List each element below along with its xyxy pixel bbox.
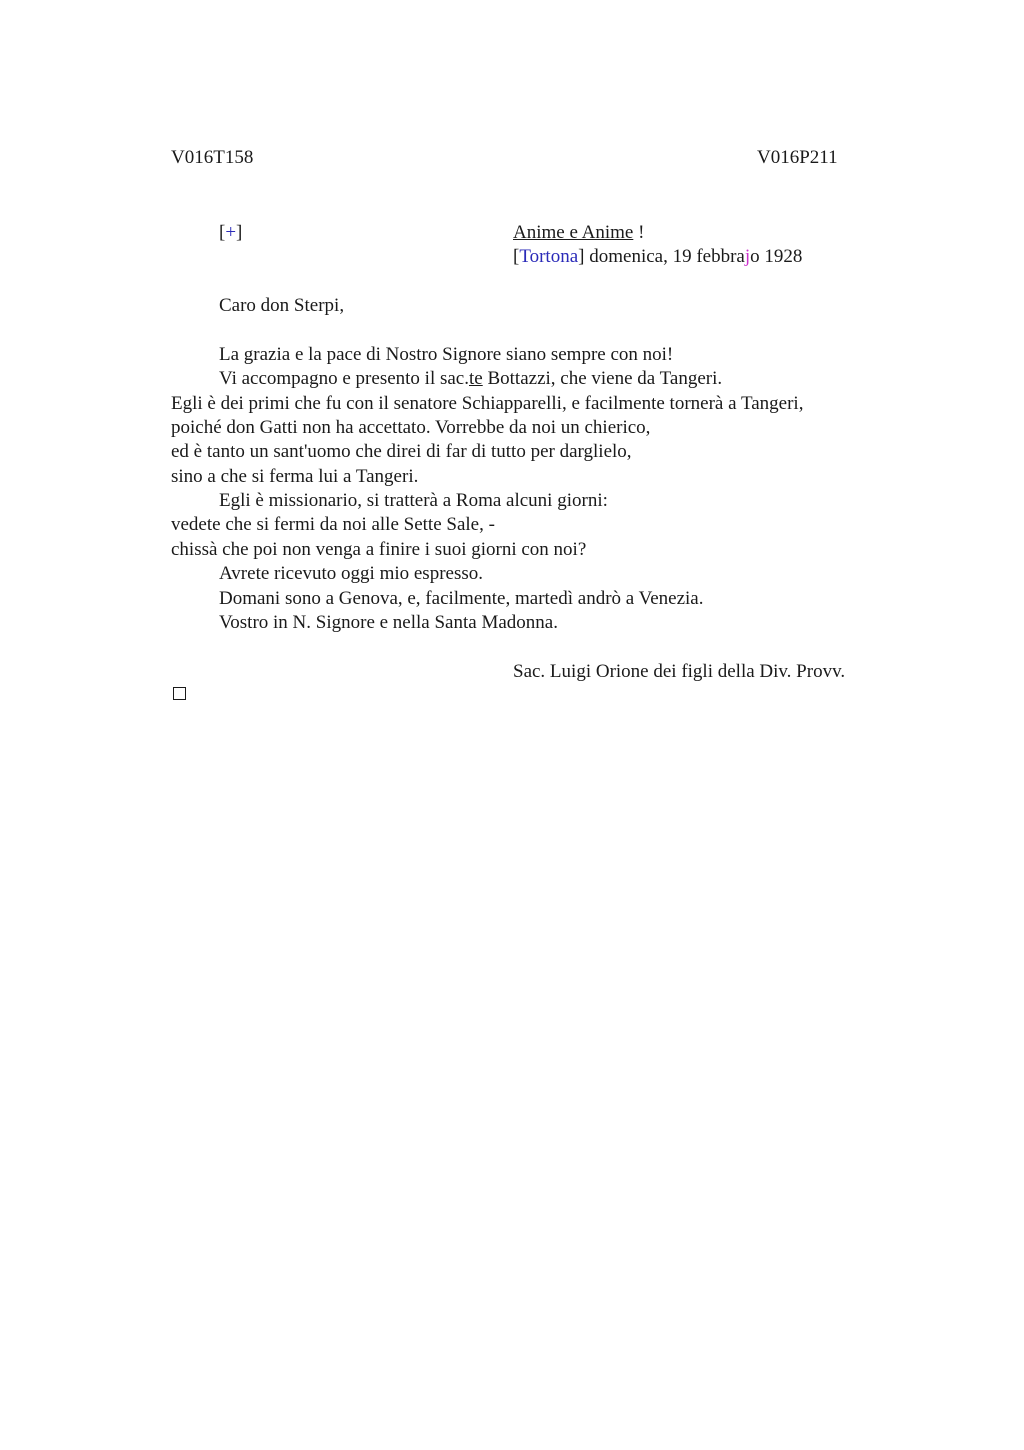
body-line-5: ed è tanto un sant'uomo che direi di far di tutto per darglielo, <box>171 441 632 462</box>
letter-title <box>513 221 644 245</box>
date-text-highlight: j <box>744 246 751 267</box>
body-line-8: vedete che si fermi da noi alle Sette Sale, - <box>171 514 495 535</box>
body-line-2-a: Vi accompagno e presento il sac. <box>219 368 469 389</box>
document-code-left: V016T158 <box>171 147 254 168</box>
date-text-part1: domenica, 19 febbra <box>584 246 745 267</box>
body-line-6: sino a che si ferma lui a Tangeri. <box>171 466 419 487</box>
body-line-3: Egli è dei primi che fu con il senatore Schiapparelli, e facilmente tornerà a Tangeri, <box>171 393 804 414</box>
body-line-11: Domani sono a Genova, e, facilmente, martedì andrò a Venezia. <box>219 588 704 609</box>
place-bracket-open: [ <box>513 246 520 267</box>
letter-place-date <box>513 245 802 269</box>
body-line-9: chissà che poi non venga a finire i suoi giorni con noi? <box>171 539 587 560</box>
document-code-right: V016P211 <box>757 147 838 168</box>
salutation: Caro don Sterpi, <box>219 295 345 316</box>
letter-title-suffix: ! <box>633 222 645 243</box>
cross-bracket-close: ] <box>236 222 243 243</box>
date-text-part2: o 1928 <box>750 246 803 267</box>
body-line-7: Egli è missionario, si tratterà a Roma alcuni giorni: <box>219 490 608 511</box>
body-line-2-abbrev: te <box>469 368 483 389</box>
place-bracket-close: ] <box>578 246 585 267</box>
body-line-10: Avrete ricevuto oggi mio espresso. <box>219 563 483 584</box>
place-name: Tortona <box>519 246 579 267</box>
cross-bracket-open: [ <box>219 222 226 243</box>
cross-mark <box>219 221 242 245</box>
body-line-12: Vostro in N. Signore e nella Santa Madonna. <box>219 612 558 633</box>
body-line-2-c: Bottazzi, che viene da Tangeri. <box>482 368 723 389</box>
body-line-1: La grazia e la pace di Nostro Signore siano sempre con noi! <box>219 344 674 365</box>
letter-title-text: Anime e Anime <box>513 222 634 243</box>
signature: Sac. Luigi Orione dei figli della Div. Provv. <box>513 661 846 682</box>
body-line-2 <box>219 367 722 391</box>
empty-square-icon <box>173 687 186 700</box>
cross-symbol: + <box>225 222 237 243</box>
body-line-4: poiché don Gatti non ha accettato. Vorrebbe da noi un chierico, <box>171 417 651 438</box>
